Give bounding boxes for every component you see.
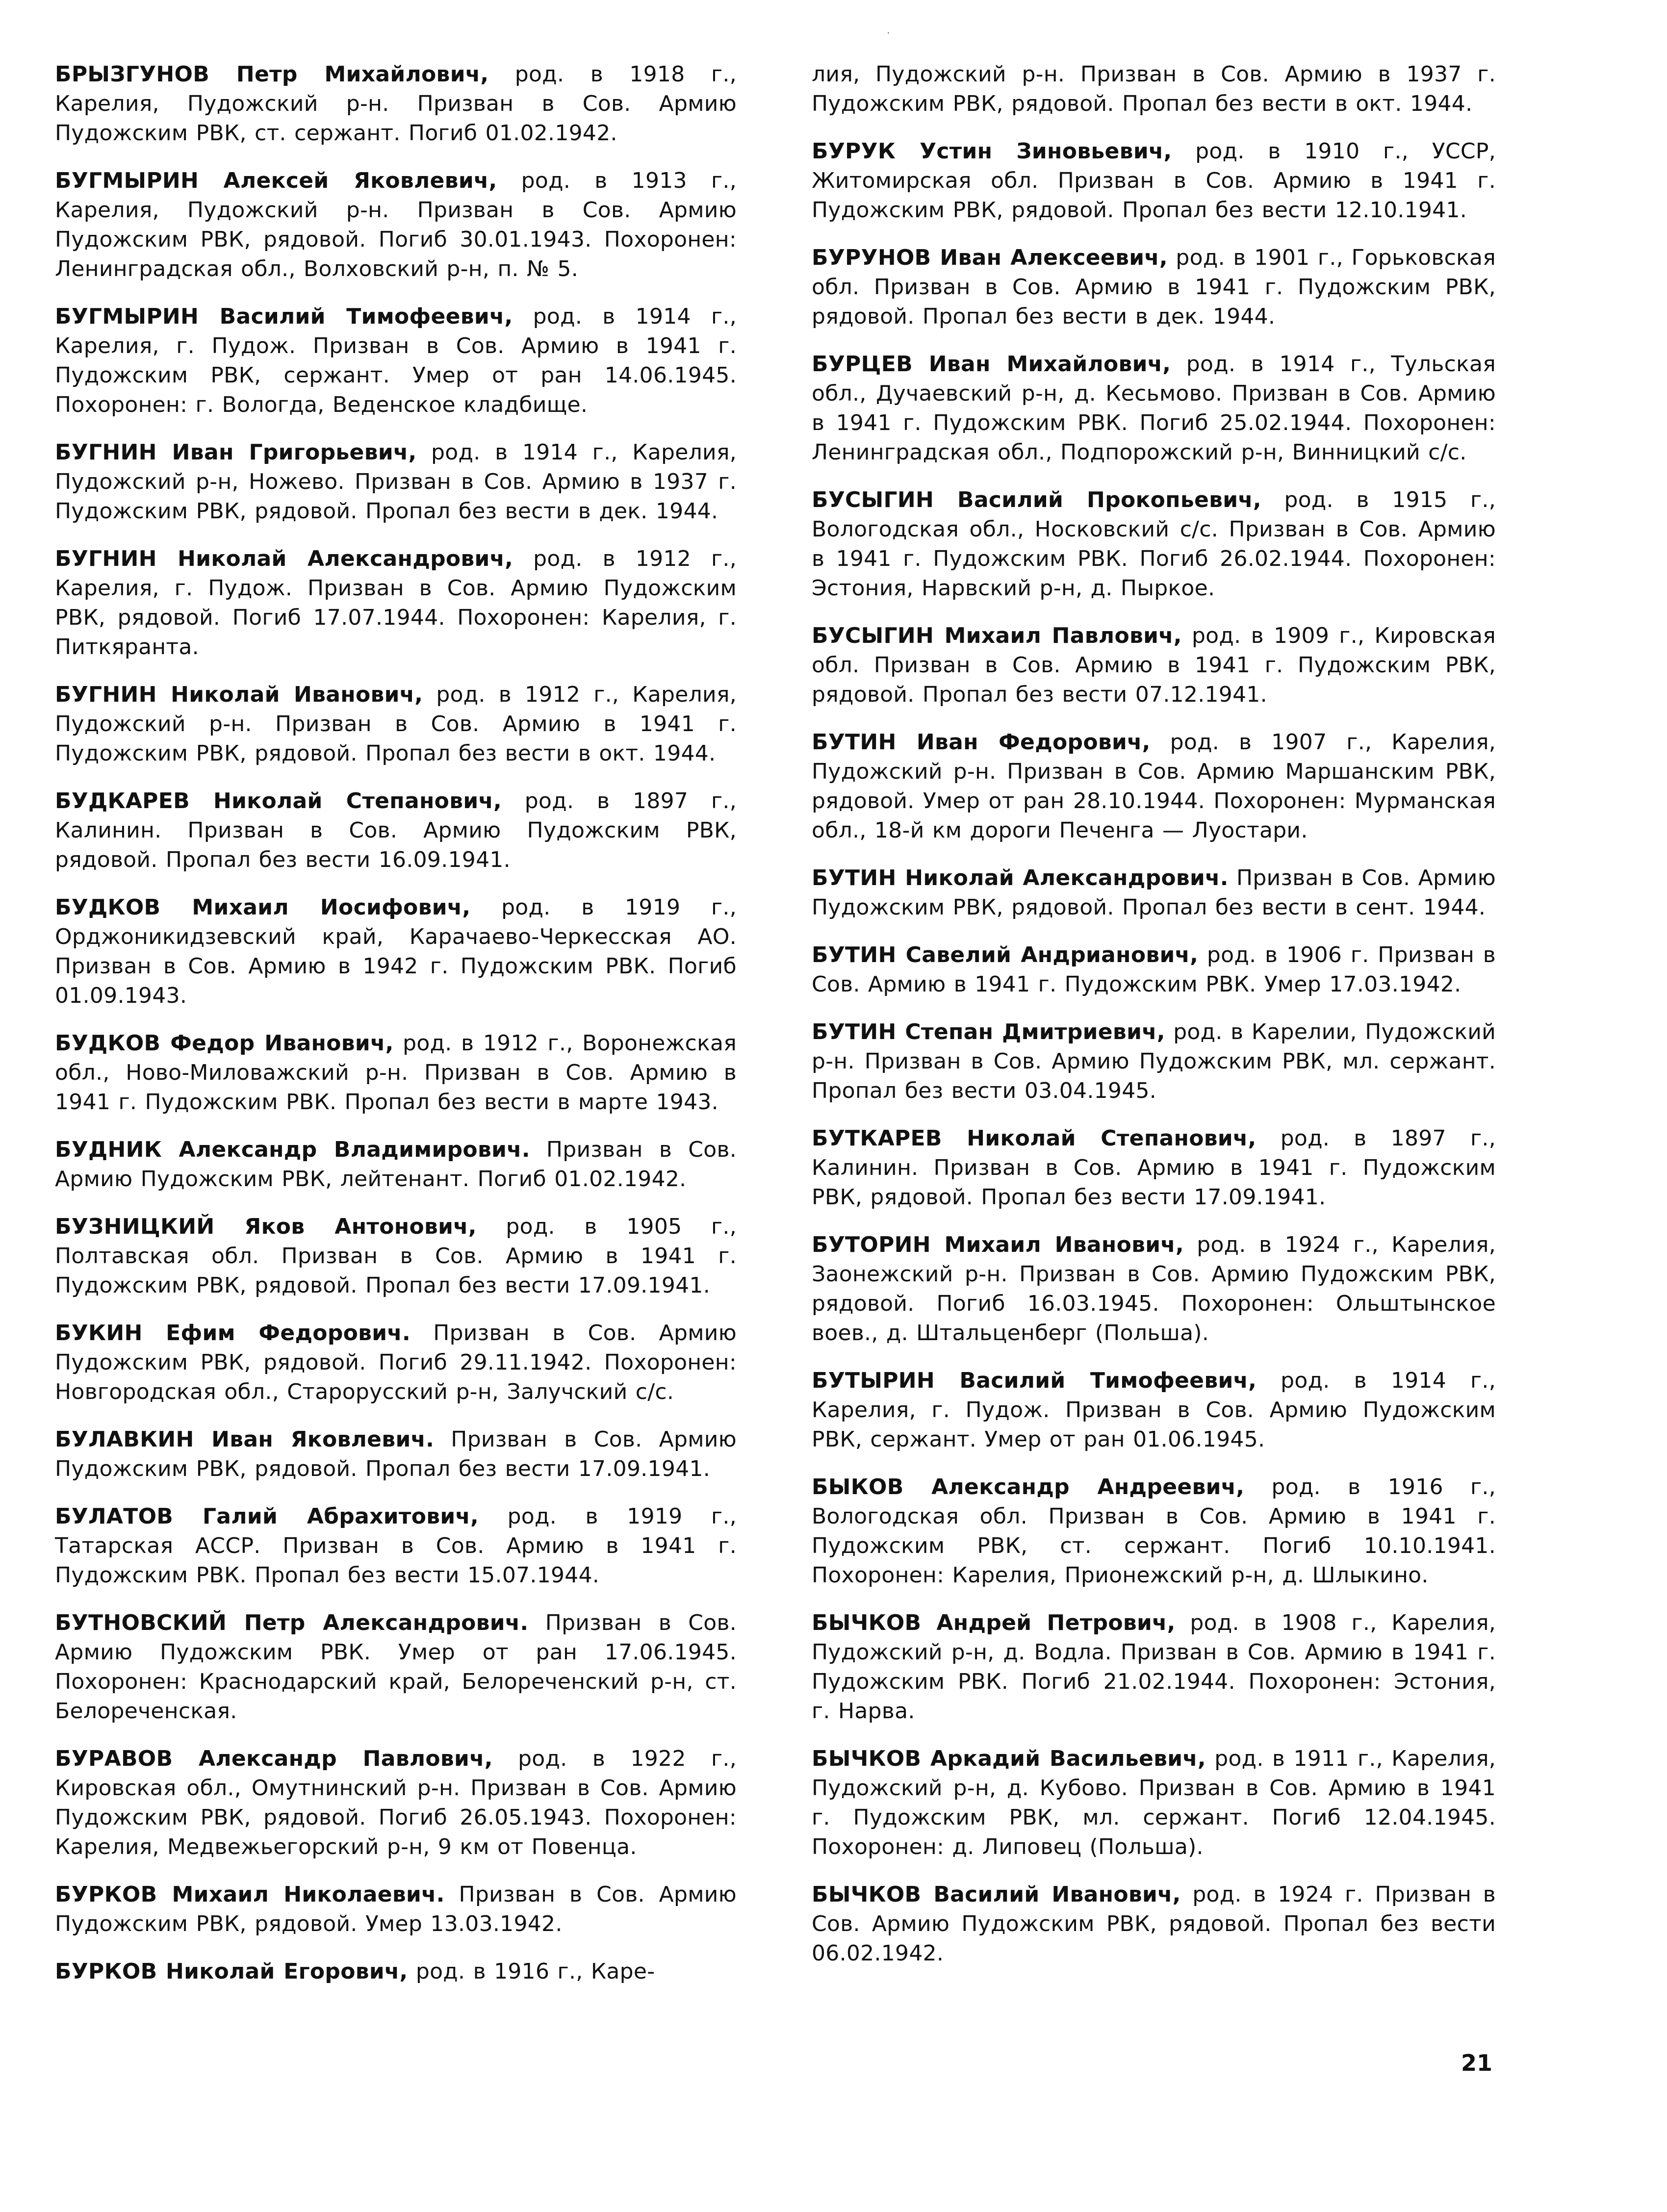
entry-text: род. в 1922 г., Кировская обл., Омутнинский р-н. Призван в Сов. Армию Пудожским РВК, рядовой. Погиб 26.05.1943. Похоронен: Карелия, Медвежьегорский р-н, 9 км от Повенца. [55,1746,737,1859]
entry-name: БУГНИН Николай Иванович, [55,682,423,707]
entry [812,137,1496,225]
entry-text: род. в 1901 г., Горьковская обл. Призван в Сов. Армию в 1941 г. Пудожским РВК, рядовой. Пропал без вести в дек. 1944. [812,245,1496,329]
entry-name: БУТЫРИН Василий Тимофеевич, [812,1368,1257,1393]
entry [55,680,737,768]
entry [812,350,1496,467]
entry-name: БУГНИН Николай Александрович, [55,546,513,571]
entry-name: БУЗНИЦКИЙ Яков Антонович, [55,1214,477,1239]
entry [55,787,737,875]
entry-name: БУДКОВ Федор Иванович, [55,1031,394,1056]
entry [812,1017,1496,1106]
entry [812,1608,1496,1726]
entry-text: род. в 1909 г., Кировская обл. Призван в Сов. Армию в 1941 г. Пудожским РВК, рядовой. Пропал без вести 07.12.1941. [812,623,1496,707]
entry-name: БУГНИН Иван Григорьевич, [55,440,417,465]
entry [812,1880,1496,1968]
entry-text: Призван в Сов. Армию Пудожским РВК, рядовой. Пропал без вести в сент. 1944. [812,865,1496,920]
entry-name: БУТНОВСКИЙ Петр Александрович. [55,1610,529,1635]
entry-text: Призван в Сов. Армию Пудожским РВК, рядовой. Пропал без вести 17.09.1941. [55,1427,737,1481]
entry-text: Призван в Сов. Армию Пудожским РВК, лейтенант. Погиб 01.02.1942. [55,1137,737,1192]
entry-text: род. в 1919 г., Татарская АССР. Призван в Сов. Армию в 1941 г. Пудожским РВК. Пропал без вести 15.07.1944. [55,1504,737,1588]
entry-name: БУКИН Ефим Федорович. [55,1321,410,1346]
entry-text: лия, Пудожский р-н. Призван в Сов. Армию в 1937 г. Пудожским РВК, рядовой. Пропал без вести в окт. 1944. [812,62,1496,116]
entry [812,485,1496,603]
entry [55,1135,737,1194]
entry-name: БУТИН Николай Александрович. [812,865,1229,890]
entry-name: БУТИН Иван Федорович, [812,730,1151,755]
entry-text: род. в 1918 г., Карелия, Пудожский р-н. Призван в Сов. Армию Пудожским РВК, ст. сержант. Погиб 01.02.1942. [55,62,737,146]
entry-name: БЫКОВ Александр Андреевич, [812,1475,1245,1500]
entry-name: БУРУНОВ Иван Алексеевич, [812,245,1168,270]
entry-name: БУТКАРЕВ Николай Степанович, [812,1126,1257,1151]
entry-name: БУТИН Савелий Андрианович, [812,942,1199,967]
entry [812,864,1496,922]
entry [812,1230,1496,1348]
entry [55,1502,737,1590]
entry [55,1608,737,1726]
entry-text: род. в 1924 г. Призван в Сов. Армию Пудожским РВК, рядовой. Пропал без вести 06.02.1942. [812,1882,1496,1966]
entry-name: БУРЦЕВ Иван Михайлович, [812,352,1171,377]
entry-name: БУДКАРЕВ Николай Степанович, [55,788,502,814]
left-column [55,60,737,2005]
entry [55,1212,737,1300]
entry-text: род. в 1914 г., Карелия, г. Пудож. Призван в Сов. Армию Пудожским РВК, сержант. Умер от ран 01.06.1945. [812,1368,1496,1452]
entry [55,893,737,1011]
entry-text: род. в 1916 г., Вологодская обл. Призван в Сов. Армию в 1941 г. Пудожским РВК, ст. сержант. Погиб 10.10.1941. Похоронен: Карелия, Прионежский р-н, д. Шлыкино. [812,1475,1496,1588]
entry [812,728,1496,845]
entry [812,1366,1496,1454]
entry [55,1880,737,1939]
entry-text: род. в 1910 г., УССР, Житомирская обл. Призван в Сов. Армию в 1941 г. Пудожским РВК, рядовой. Пропал без вести 12.10.1941. [812,139,1496,223]
entry-name: БЫЧКОВ Андрей Петрович, [812,1610,1176,1635]
entry-name: БУРАВОВ Александр Павлович, [55,1746,493,1771]
entry-text: род. в 1911 г., Карелия, Пудожский р-н, д. Кубово. Призван в Сов. Армию в 1941 г. Пудожским РВК, мл. сержант. Погиб 12.04.1945. Похоронен: д. Липовец (Польша). [812,1746,1496,1859]
page-number: 21 [1461,2050,1492,2076]
entry [55,544,737,662]
entry [55,438,737,526]
entry-text: род. в 1905 г., Полтавская обл. Призван в Сов. Армию в 1941 г. Пудожским РВК, рядовой. Пропал без вести 17.09.1941. [55,1214,737,1298]
entry-name: БУДКОВ Михаил Иосифович, [55,895,471,920]
entry-text: род. в 1912 г., Воронежская обл., Ново-Миловажский р-н. Призван в Сов. Армию в 1941 г. Пудожским РВК. Пропал без вести в марте 1943. [55,1031,737,1115]
entry-name: БУЛАВКИН Иван Яковлевич. [55,1427,435,1452]
entry-text: род. в 1914 г., Карелия, г. Пудож. Призван в Сов. Армию в 1941 г. Пудожским РВК, сержант. Умер от ран 14.06.1945. Похоронен: г. Вологда, Веденское кладбище. [55,304,737,417]
entry-name: БУСЫГИН Василий Прокопьевич, [812,487,1261,512]
entry [55,166,737,284]
entry-text: Призван в Сов. Армию Пудожским РВК. Умер от ран 17.06.1945. Похоронен: Краснодарский край, Белореченский р-н, ст. Белореченская. [55,1610,737,1724]
entry-text: род. в 1914 г., Карелия, Пудожский р-н, Ножево. Призван в Сов. Армию в 1937 г. Пудожским РВК, рядовой. Пропал без вести в дек. 1944. [55,440,737,524]
entry [812,243,1496,331]
entry-name: БУРКОВ Михаил Николаевич. [55,1882,445,1907]
entry-text: род. в 1914 г., Тульская обл., Дучаевский р-н, д. Кесьмово. Призван в Сов. Армию в 1941 г. Пудожским РВК. Погиб 25.02.1944. Похоронен: Ленинградская обл., Подпорожский р-н, Винницкий с/с. [812,352,1496,465]
entry-text: род. в 1912 г., Карелия, г. Пудож. Призван в Сов. Армию Пудожским РВК, рядовой. Погиб 17.07.1944. Похоронен: Карелия, г. Питкяранта. [55,546,737,660]
entry-text: род. в 1912 г., Карелия, Пудожский р-н. Призван в Сов. Армию в 1941 г. Пудожским РВК, рядовой. Пропал без вести в окт. 1944. [55,682,737,766]
entry-text: род. в 1916 г., Каре- [408,1959,655,1984]
entry [55,60,737,148]
entry-name: БУРКОВ Николай Егорович, [55,1959,408,1984]
entry [55,1425,737,1484]
entry-name: БУГМЫРИН Василий Тимофеевич, [55,304,513,329]
entry-text: род. в 1919 г., Орджоникидзевский край, Карачаево-Черкесская АО. Призван в Сов. Армию в 1942 г. Пудожским РВК. Погиб 01.09.1943. [55,895,737,1008]
entry [812,941,1496,999]
entry [812,1744,1496,1862]
entry-text: Призван в Сов. Армию Пудожским РВК, рядовой. Умер 13.03.1942. [55,1882,737,1936]
entry [55,1029,737,1117]
entry [812,60,1496,119]
right-column [812,60,1496,1986]
entry-name: БУГМЫРИН Алексей Яковлевич, [55,168,497,193]
entry-text: род. в 1897 г., Калинин. Призван в Сов. Армию в 1941 г. Пудожским РВК, рядовой. Пропал без вести 17.09.1941. [812,1126,1496,1210]
entry [812,621,1496,710]
entry [55,1744,737,1862]
entry-text: род. в 1915 г., Вологодская обл., Носковский с/с. Призван в Сов. Армию в 1941 г. Пудожским РВК. Погиб 26.02.1944. Похоронен: Эстония, Нарвский р-н, д. Пыркое. [812,487,1496,601]
entry-text: род. в 1897 г., Калинин. Призван в Сов. Армию Пудожским РВК, рядовой. Пропал без вести 16.09.1941. [55,788,737,872]
entry-text: род. в 1924 г., Карелия, Заонежский р-н. Призван в Сов. Армию Пудожским РВК, рядовой. Погиб 16.03.1945. Похоронен: Ольштынское воев., д. Штальценберг (Польша). [812,1232,1496,1346]
entry-name: БЫЧКОВ Василий Иванович, [812,1882,1181,1907]
entry [55,1957,737,1986]
entry-text: род. в 1908 г., Карелия, Пудожский р-н, д. Водла. Призван в Сов. Армию в 1941 г. Пудожским РВК. Погиб 21.02.1944. Похоронен: Эстония, г. Нарва. [812,1610,1496,1724]
entry-text: род. в Карелии, Пудожский р-н. Призван в Сов. Армию Пудожским РВК, мл. сержант. Пропал без вести 03.04.1945. [812,1019,1496,1103]
entry [55,1319,737,1407]
entry-name: БРЫЗГУНОВ Петр Михайлович, [55,62,489,87]
top-mark: · [887,27,890,40]
entry-name: БУТОРИН Михаил Иванович, [812,1232,1184,1257]
entry [812,1124,1496,1212]
entry-text: род. в 1913 г., Карелия, Пудожский р-н. Призван в Сов. Армию Пудожским РВК, рядовой. Погиб 30.01.1943. Похоронен: Ленинградская обл., Волховский р-н, п. № 5. [55,168,737,281]
entry-text: род. в 1907 г., Карелия, Пудожский р-н. Призван в Сов. Армию Маршанским РВК, рядовой. Умер от ран 28.10.1944. Похоронен: Мурманская обл., 18-й км дороги Печенга — Луостари. [812,730,1496,843]
entry-text: род. в 1906 г. Призван в Сов. Армию в 1941 г. Пудожским РВК. Умер 17.03.1942. [812,942,1496,997]
entry-name: БУРУК Устин Зиновьевич, [812,139,1172,164]
entry-text: Призван в Сов. Армию Пудожским РВК, рядовой. Погиб 29.11.1942. Похоронен: Новгородская обл., Старорусский р-н, Залучский с/с. [55,1321,737,1404]
entry-name: БУСЫГИН Михаил Павлович, [812,623,1182,648]
entry [55,302,737,420]
entry-name: БУДНИК Александр Владимирович. [55,1137,530,1162]
entry-name: БЫЧКОВ Аркадий Васильевич, [812,1746,1206,1771]
entry [812,1473,1496,1590]
entry-name: БУЛАТОВ Галий Абрахитович, [55,1504,479,1529]
entry-name: БУТИН Степан Дмитриевич, [812,1019,1165,1044]
